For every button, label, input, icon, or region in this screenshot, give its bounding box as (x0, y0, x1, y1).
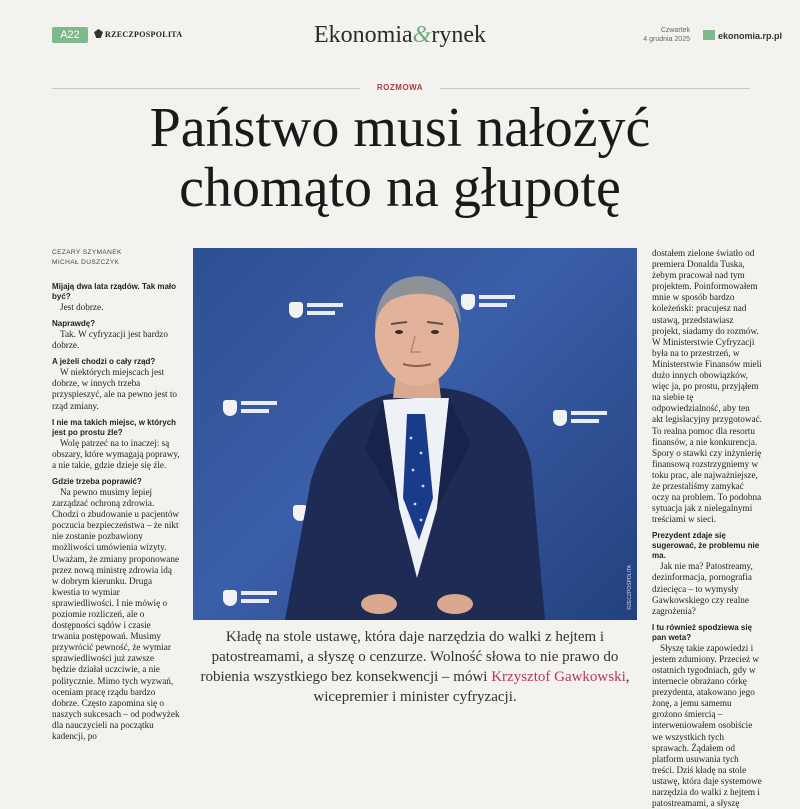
answer: Jest dobrze. (60, 302, 104, 312)
caption-role: , wicepremier i minister cyfryzacji. (313, 669, 630, 705)
page-number: A22 (52, 27, 88, 43)
minister-figure (193, 248, 637, 620)
caption-name: Krzysztof Gawkowski (491, 669, 626, 685)
answer: Jak nie ma? Patostreamy, dezinformacja, pornografia dziecięca – to wymysły Gawkowskiego czy realne zagrożenia? (652, 561, 753, 616)
portrait-photo (193, 248, 637, 620)
question: Prezydent zdaje się sugerować, że problemu nie ma. (652, 531, 760, 561)
issue-date (640, 26, 690, 44)
issue-date-text: 4 grudnia 2025 (643, 36, 690, 43)
answer: dostałem zielone światło od premiera Donalda Tuska, żebym pracował nad tym projektem. Poinformowałem mnie w sposób bardzo koleżeński: pracujesz nad ustawą, przedstawiasz projekt, siadamy do rozmów. W Ministerstwie Cyfryzacji była na to przestrzeń, w Ministerstwie Finansów mieli dużo innych obowiązków, więc ja, po prostu, przyjąłem na siebie tę odpowiedzialność, aby ten akt legislacyjny przygotować. To realna pomoc dla resortu finansów, a nie konkurencja. Spory o stawki czy inżynierię finansową rozstrzygniemy w toku prac, ale najważniejsze, że przestaliśmy zamykać oczy na problem. To podobna sytuacja jak z nielegalnymi treściami w sieci. (652, 248, 762, 525)
answer: Tak. W cyfryzacji jest bardzo dobrze. (52, 329, 168, 351)
answer: Na pewno musimy lepiej zarządzać ochroną zdrowia. Chodzi o zbudowanie u pacjentów poczucia bezpieczeństwa – że nikt nie zostanie pozbawiony możliwości umówienia wizyty. Uważam, że zmiany proponowane przez nową ministrę zdrowia idą w dobrym kierunku. Druga kwestia to wymiar sprawiedliwości. I nie mówię o poziomie rozliczeń, ale o dostępności sądów i czasie trwania postępowań. Musimy przywrócić pewność, że wymiar sprawiedliwości już zawsze będzie działał uczciwie, a nie politycznie. Mimo tych wyzwań, oceniam pracę rządu bardzo dobrze. Często zapomina się o naszych sukcesach – od podwyżek dla nauczycieli na początku kadencji, po (52, 486, 180, 741)
author-1: CEZARY SZYMANEK (52, 249, 122, 256)
photo-credit: RZECZPOSPOLITA (627, 565, 633, 610)
answer: W niektórych miejscach jest dobrze, w innych trzeba przyspieszyć, ale na pewno jest to rząd zmiany. (52, 367, 178, 411)
question: I nie ma takich miejsc, w których jest po prostu źle? (52, 417, 177, 437)
question: Naprawdę? (52, 319, 96, 329)
site-url: ekonomia.rp.pl (718, 31, 783, 41)
headline-line-2: chomąto na głupotę (179, 157, 621, 219)
question: Gdzie trzeba poprawić? (52, 476, 142, 486)
answer: Słyszę takie zapowiedzi i jestem zdumiony. Przecież w ostatnich tygodniach, gdy w internecie obrażano córkę prezydenta, atakowano jego żonę, a jemu samemu grożono śmiercią – interweniowałem osobiście we wszystkich tych sprawach. Żądałem od platform usuwania tych treści. Dziś kładę na stole ustawę, która daje systemowe narzędzia do walki z hejtem i patostreamami, a słyszę (652, 642, 762, 809)
question: A jeżeli chodzi o cały rząd? (52, 357, 156, 367)
section-title-right: rynek (431, 22, 486, 48)
question: I tu również spodziewa się pan weta? (652, 622, 753, 642)
question: Mijają dwa lata rządów. Tak mało być? (52, 282, 177, 301)
headline-line-1: Państwo musi nałożyć (149, 97, 651, 159)
section-title-amp: & (412, 22, 432, 48)
brand-name: RZECZPOSPOLITA (105, 30, 183, 39)
author-2: MICHAŁ DUSZCZYK (52, 259, 120, 266)
headline (40, 98, 760, 218)
page-header (0, 0, 800, 60)
left-column (52, 248, 180, 741)
envelope-icon (703, 30, 715, 40)
answer: Wolę patrzeć na to inaczej: są obszary, które wymagają poprawy, a nie takie, gdzie dzieje się źle. (52, 437, 180, 470)
site-link[interactable] (703, 30, 782, 41)
pull-quote-caption (200, 627, 630, 707)
byline (52, 248, 180, 268)
right-column (652, 248, 762, 809)
kicker-label: ROZMOWA (360, 81, 440, 95)
caption-text: Kładę na stole ustawę, która daje narzędzia do walki z hejtem i patostreamami, a słyszę o cenzurze. Wolność słowa to nie prawo do robienia wszystkiego bez konsekwencji – mówi (200, 629, 619, 685)
section-title-left: Ekonomia (314, 22, 413, 48)
issue-day: Czwartek (660, 27, 690, 34)
